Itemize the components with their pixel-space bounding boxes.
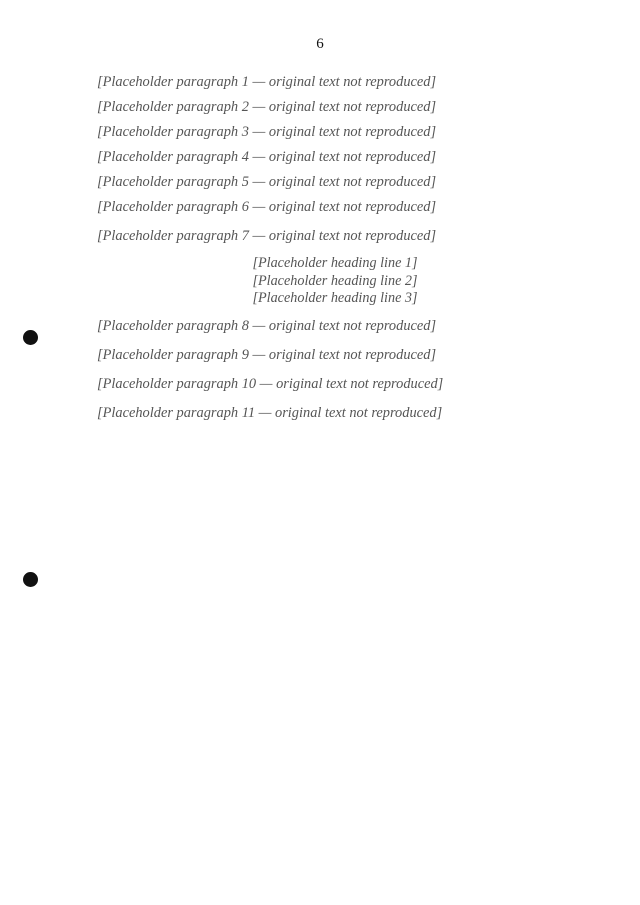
- punch-hole-mark: [23, 572, 38, 587]
- paragraph: [Placeholder paragraph 9 — original text not reproduced]: [97, 346, 437, 363]
- paragraph: [Placeholder paragraph 2 — original text not reproduced]: [97, 99, 437, 115]
- paragraph: [Placeholder paragraph 5 — original text not reproduced]: [97, 174, 437, 190]
- paragraph: [Placeholder paragraph 7 — original text not reproduced]: [97, 228, 437, 244]
- paragraph: [Placeholder paragraph 4 — original text not reproduced]: [97, 149, 437, 165]
- punch-hole-mark: [23, 330, 38, 345]
- heading-line: [Placeholder heading line 3]: [252, 290, 418, 306]
- paragraph: [Placeholder paragraph 10 — original text not reproduced]: [97, 375, 444, 392]
- paragraph: [Placeholder paragraph 1 — original text not reproduced]: [97, 74, 437, 90]
- section-heading: [60, 255, 610, 308]
- paragraph: [Placeholder paragraph 8 — original text not reproduced]: [97, 317, 437, 334]
- paragraph: [Placeholder paragraph 11 — original text not reproduced]: [97, 404, 443, 421]
- heading-line: [Placeholder heading line 1]: [252, 255, 418, 271]
- paragraph: [Placeholder paragraph 6 — original text not reproduced]: [97, 199, 437, 215]
- paragraph: [Placeholder paragraph 3 — original text not reproduced]: [97, 124, 437, 140]
- page-number: 6: [316, 36, 324, 52]
- document-body: [60, 70, 610, 426]
- heading-line: [Placeholder heading line 2]: [252, 272, 418, 289]
